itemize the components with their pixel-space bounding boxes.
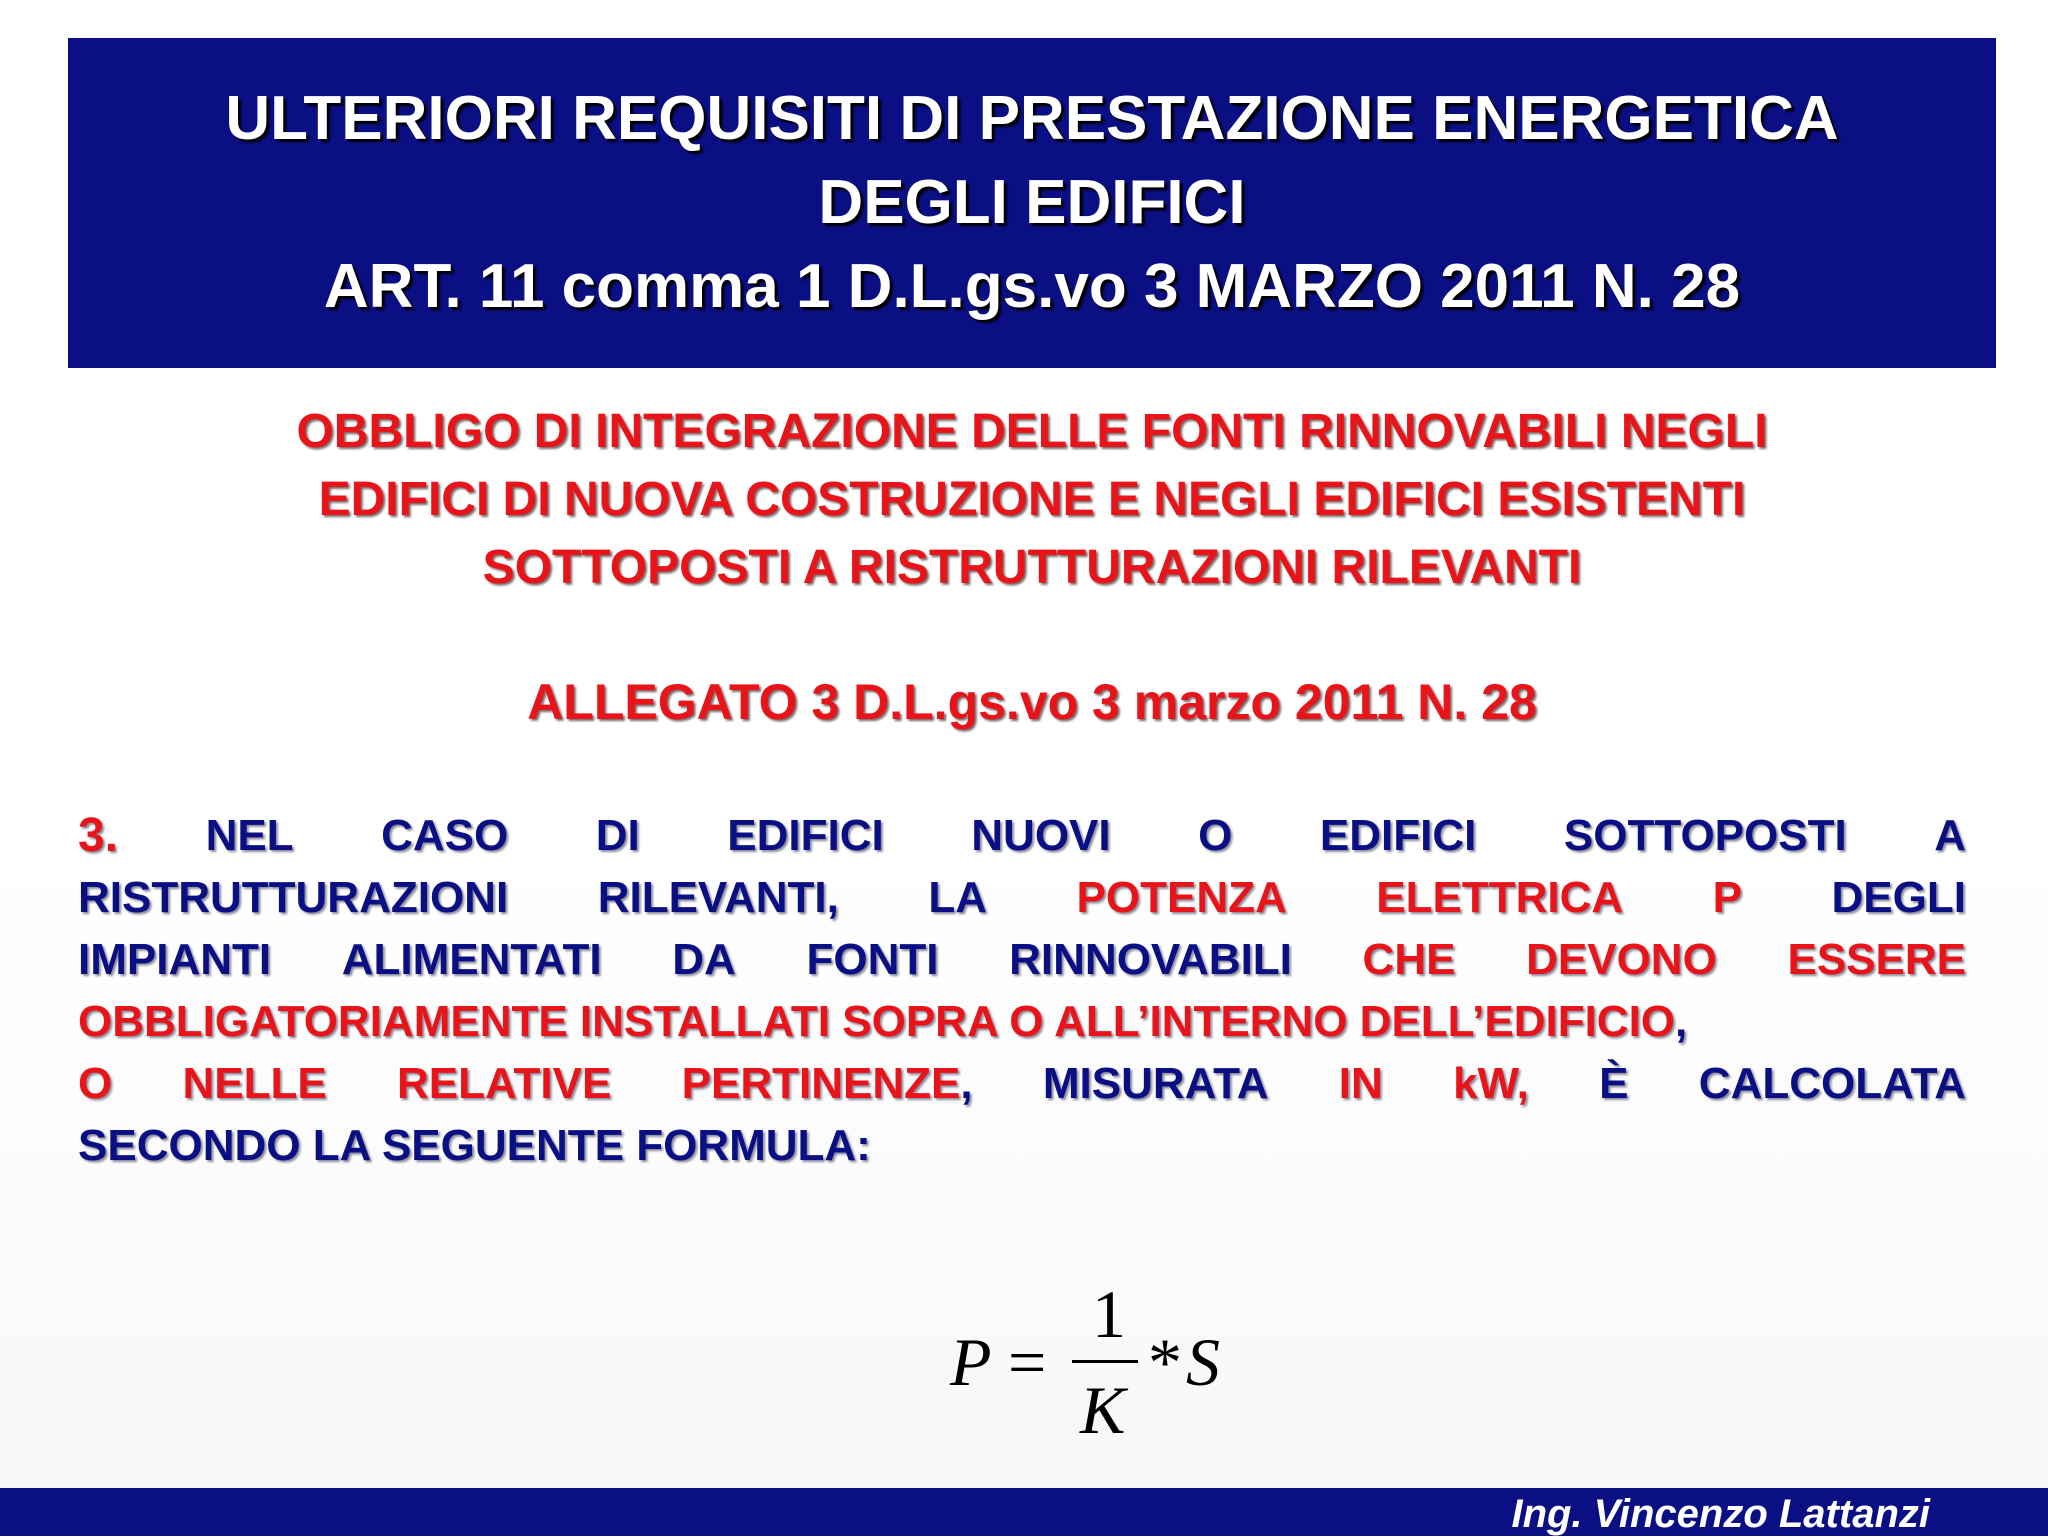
word: FONTI	[806, 935, 939, 984]
paragraph-3	[78, 805, 1966, 1177]
title-line-1: ULTERIORI REQUISITI DI PRESTAZIONE ENERGETICA	[225, 84, 1839, 153]
word: RISTRUTTURAZIONI	[78, 873, 509, 922]
word: CALCOLATA	[1698, 1059, 1966, 1108]
paragraph-number: 3.	[78, 809, 119, 862]
word: DI	[595, 811, 640, 860]
word-group	[682, 1053, 973, 1115]
word: CHE	[1362, 935, 1456, 984]
word: ESSERE	[1787, 935, 1966, 984]
word: IN	[1338, 1059, 1383, 1108]
punctuation: ,	[960, 1059, 973, 1108]
word: NELLE	[182, 1059, 327, 1108]
subtitle-line-3: SOTTOPOSTI A RISTRUTTURAZIONI RILEVANTI	[482, 541, 1582, 594]
fraction-bar	[1072, 1360, 1138, 1363]
word: È	[1599, 1059, 1629, 1108]
allegato-heading: ALLEGATO 3 D.L.gs.vo 3 marzo 2011 N. 28	[527, 674, 1537, 730]
paragraph-line-1	[78, 805, 1966, 867]
formula-equals: =	[1008, 1324, 1047, 1400]
word: A	[1934, 811, 1966, 860]
word: NEL	[205, 811, 294, 860]
subtitle	[68, 398, 1996, 602]
word: O	[1198, 811, 1233, 860]
formula-operator: *	[1148, 1324, 1182, 1400]
formula-numerator: 1	[1092, 1276, 1126, 1352]
word: EDIFICI	[727, 811, 884, 860]
paragraph-line-3	[78, 929, 1966, 991]
power-formula	[950, 1276, 1250, 1450]
word: PERTINENZE	[681, 1059, 961, 1108]
word: SOTTOPOSTI	[1563, 811, 1847, 860]
word: DA	[672, 935, 736, 984]
word: DEGLI	[1831, 873, 1966, 922]
word: P	[1712, 873, 1743, 922]
formula-denominator: K	[1080, 1372, 1126, 1448]
word: RELATIVE	[397, 1059, 612, 1108]
punctuation: ,	[1675, 997, 1688, 1046]
highlight-text: OBBLIGATORIAMENTE INSTALLATI SOPRA O ALL’INTERNO DELL’EDIFICIO	[78, 997, 1676, 1046]
title-line-3: ART. 11 comma 1 D.L.gs.vo 3 MARZO 2011 N. 28	[323, 252, 1741, 321]
formula-rhs: S	[1186, 1324, 1220, 1400]
word: POTENZA	[1076, 873, 1287, 922]
word: kW,	[1453, 1059, 1529, 1108]
word: RINNOVABILI	[1009, 935, 1292, 984]
word: RILEVANTI,	[597, 873, 839, 922]
word: IMPIANTI	[78, 935, 272, 984]
word: EDIFICI	[1319, 811, 1477, 860]
title-banner	[68, 38, 1996, 368]
word: MISURATA	[1042, 1059, 1269, 1108]
word: NUOVI	[971, 811, 1111, 860]
paragraph-line-4	[78, 991, 1966, 1053]
author-name: Ing. Vincenzo Lattanzi	[1511, 1492, 1930, 1536]
subtitle-line-2: EDIFICI DI NUOVA COSTRUZIONE E NEGLI EDIFICI ESISTENTI	[318, 473, 1746, 526]
title-line-2: DEGLI EDIFICI	[818, 168, 1246, 237]
word: LA	[928, 873, 988, 922]
paragraph-line-5	[78, 1053, 1966, 1115]
word: ELETTRICA	[1376, 873, 1624, 922]
word: O	[78, 1059, 113, 1108]
paragraph-line-6: SECONDO LA SEGUENTE FORMULA:	[78, 1121, 871, 1170]
word: CASO	[381, 811, 509, 860]
subtitle-line-1: OBBLIGO DI INTEGRAZIONE DELLE FONTI RINNOVABILI NEGLI	[296, 405, 1768, 458]
word: DEVONO	[1526, 935, 1717, 984]
formula-lhs: P	[950, 1324, 992, 1400]
paragraph-line-2	[78, 867, 1966, 929]
word: ALIMENTATI	[341, 935, 602, 984]
